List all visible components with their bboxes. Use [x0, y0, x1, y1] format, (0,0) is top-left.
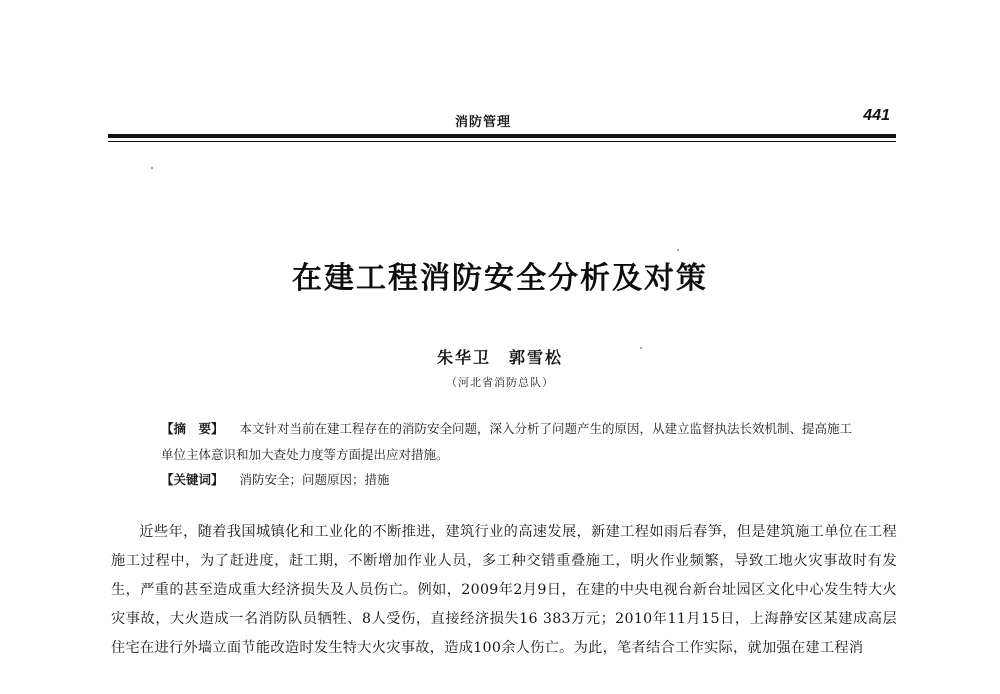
- abstract: [161, 416, 861, 468]
- page-number: 441: [863, 107, 890, 124]
- abstract-label: 【摘 要】: [161, 421, 224, 436]
- article-authors: 朱华卫 郭雪松: [436, 348, 563, 367]
- keywords-label: 【关键词】: [161, 472, 224, 487]
- keywords: [161, 470, 861, 490]
- article-title: 在建工程消防安全分析及对策: [292, 261, 708, 296]
- scan-speck: [640, 347, 642, 349]
- scan-speck: [677, 249, 679, 251]
- running-head: 消防管理: [455, 115, 512, 130]
- scan-speck: [151, 167, 153, 169]
- header-rule-thick: [108, 134, 896, 138]
- author-affiliation: （河北省消防总队）: [446, 376, 554, 389]
- body-paragraph: 近些年，随着我国城镇化和工业化的不断推进，建筑行业的高速发展，新建工程如雨后春笋，但是建筑施工单位在工程施工过程中，为了赶进度，赶工期，不断增加作业人员，多工种交错重叠施工，明火作业频繁，导致工地火灾事故时有发生，严重的甚至造成重大经济损失及人员伤亡。例如，2009年2月9日，在建的中央电视台新台址园区文化中心发生特大火灾事故，大火造成一名消防队员牺牲、8人受伤，直接经济损失16 383万元；2010年11月15日，上海静安区某建成高层住宅在进行外墙立面节能改造时发生特大火灾事故，造成100余人伤亡。为此，笔者结合工作实际，就加强在建工程消: [111, 524, 897, 656]
- abstract-text: 本文针对当前在建工程存在的消防安全问题，深入分析了问题产生的原因，从建立监督执法长效机制、提高施工单位主体意识和加大查处力度等方面提出应对措施。: [161, 421, 853, 462]
- keywords-text: 消防安全；问题原因；措施: [239, 472, 390, 487]
- header-rule-thin: [108, 141, 896, 142]
